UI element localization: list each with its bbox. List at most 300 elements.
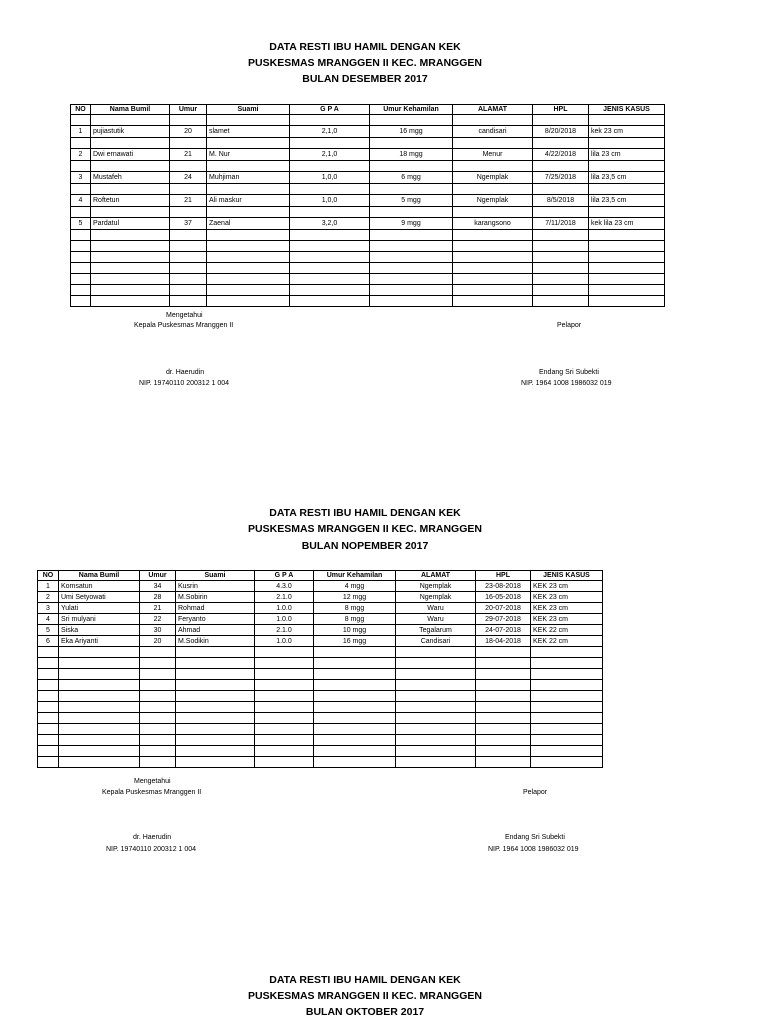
table-row (71, 195, 665, 207)
table-cell-hpl: 8/20/2018 (533, 126, 589, 138)
table-cell-umur (170, 207, 207, 218)
report-2-mengetahui: Mengetahui (134, 778, 171, 785)
table-header-row (71, 105, 665, 115)
table-cell-jenis-kasus: kek 23 cm (589, 126, 665, 138)
table-cell-gpa (255, 691, 314, 702)
table-row (71, 126, 665, 138)
table-cell-gpa (290, 115, 370, 126)
table-cell-jenis-kasus (589, 274, 665, 285)
table-cell-jenis-kasus: KEK 23 cm (531, 592, 603, 603)
table-cell-nama-bumil: Yulati (59, 603, 140, 614)
table-cell-alamat: Ngemplak (396, 581, 476, 592)
empty-row (71, 241, 665, 252)
empty-row (38, 724, 603, 735)
table-cell-umur-kehamilan (314, 658, 396, 669)
table-cell-nama-bumil (59, 680, 140, 691)
table-cell-alamat (453, 115, 533, 126)
table-cell-alamat: Ngemplak (396, 592, 476, 603)
table-cell-suami: Feryanto (176, 614, 255, 625)
table-cell-alamat (453, 207, 533, 218)
report-2-reporter-nip: NIP. 1964 1008 1986032 019 (488, 846, 579, 853)
table-cell-no (38, 713, 59, 724)
table-cell-umur-kehamilan: 9 mgg (370, 218, 453, 230)
report-1-title-line-1: DATA RESTI IBU HAMIL DENGAN KEK (269, 41, 461, 53)
table-cell-umur-kehamilan: 6 mgg (370, 172, 453, 184)
table-cell-gpa: 1.0.0 (255, 614, 314, 625)
table-cell-hpl (533, 241, 589, 252)
empty-row (38, 647, 603, 658)
table-cell-umur-kehamilan: 16 mgg (314, 636, 396, 647)
table-cell-no (38, 669, 59, 680)
table-cell-nama-bumil (59, 746, 140, 757)
table-cell-umur (140, 669, 176, 680)
report-2-pelapor-label: Pelapor (523, 789, 548, 796)
table-cell-jenis-kasus (589, 115, 665, 126)
table-cell-hpl: 7/25/2018 (533, 172, 589, 184)
table-cell-jenis-kasus (531, 713, 603, 724)
report-2-reporter-name: Endang Sri Subekti (505, 834, 565, 841)
table-cell-nama-bumil: Komsatun (59, 581, 140, 592)
table-cell-umur-kehamilan: 12 mgg (314, 592, 396, 603)
table-cell-jenis-kasus (589, 161, 665, 172)
table-cell-suami (207, 296, 290, 307)
table-cell-jenis-kasus (589, 285, 665, 296)
table-cell-umur (170, 138, 207, 149)
table-cell-no (38, 746, 59, 757)
table-cell-suami: M. Nur (207, 149, 290, 161)
table-cell-nama-bumil (91, 296, 170, 307)
table-cell-umur (140, 658, 176, 669)
table-cell-no (38, 647, 59, 658)
table-cell-nama-bumil (59, 724, 140, 735)
table-cell-no: 5 (71, 218, 91, 230)
table-cell-umur-kehamilan: 5 mgg (370, 195, 453, 207)
table-cell-suami: Ali maskur (207, 195, 290, 207)
table-cell-suami (176, 658, 255, 669)
table-cell-alamat (396, 713, 476, 724)
table-cell-umur: 21 (170, 149, 207, 161)
table-cell-jenis-kasus (589, 207, 665, 218)
column-header-umur-kehamilan: Umur Kehamilan (370, 105, 453, 115)
column-header-alamat: ALAMAT (453, 105, 533, 115)
table-cell-no: 6 (38, 636, 59, 647)
table-cell-umur-kehamilan (370, 184, 453, 195)
report-1-reporter-nip: NIP. 1964 1008 1986032 019 (521, 380, 612, 387)
table-cell-no (71, 115, 91, 126)
table-cell-jenis-kasus (589, 296, 665, 307)
table-cell-no (38, 680, 59, 691)
empty-row (71, 115, 665, 126)
table-cell-nama-bumil: Mustafeh (91, 172, 170, 184)
table-cell-no (71, 207, 91, 218)
table-cell-jenis-kasus (531, 724, 603, 735)
empty-row (38, 658, 603, 669)
column-header-suami: Suami (207, 105, 290, 115)
table-cell-no (38, 702, 59, 713)
table-cell-umur-kehamilan (370, 285, 453, 296)
report-1-table (70, 104, 665, 307)
table-cell-alamat: Menur (453, 149, 533, 161)
table-cell-nama-bumil (59, 757, 140, 768)
table-cell-umur-kehamilan (314, 757, 396, 768)
report-2-table (37, 570, 603, 768)
column-header-alamat: ALAMAT (396, 571, 476, 581)
table-cell-alamat: karangsono (453, 218, 533, 230)
table-row (71, 149, 665, 161)
table-cell-suami (207, 115, 290, 126)
table-row (38, 614, 603, 625)
table-cell-alamat: candisari (453, 126, 533, 138)
table-cell-alamat: Candisari (396, 636, 476, 647)
table-cell-umur-kehamilan: 8 mgg (314, 614, 396, 625)
table-row (38, 603, 603, 614)
report-1-doctor-name: dr. Haerudin (166, 369, 205, 376)
table-cell-alamat (396, 702, 476, 713)
table-cell-gpa (290, 252, 370, 263)
table-cell-hpl: 24-07-2018 (476, 625, 531, 636)
table-cell-jenis-kasus (589, 263, 665, 274)
table-cell-jenis-kasus (589, 184, 665, 195)
table-cell-alamat (453, 252, 533, 263)
table-cell-hpl (476, 735, 531, 746)
table-cell-gpa (255, 746, 314, 757)
table-cell-nama-bumil: Siska (59, 625, 140, 636)
report-1-pelapor-label: Pelapor (557, 322, 582, 329)
report-2-doctor-name: dr. Haerudin (133, 834, 172, 841)
table-cell-umur-kehamilan (314, 746, 396, 757)
table-cell-umur (140, 680, 176, 691)
table-cell-nama-bumil (91, 207, 170, 218)
table-cell-umur (140, 735, 176, 746)
table-cell-jenis-kasus (531, 757, 603, 768)
table-cell-alamat (396, 735, 476, 746)
table-cell-umur (140, 757, 176, 768)
column-header-gpa: G P A (255, 571, 314, 581)
table-cell-jenis-kasus (531, 702, 603, 713)
report-1-kepala-title: Kepala Puskesmas Mranggen II (134, 322, 234, 329)
table-cell-umur-kehamilan (314, 735, 396, 746)
table-cell-hpl (533, 161, 589, 172)
table-cell-umur: 22 (140, 614, 176, 625)
table-cell-alamat (453, 263, 533, 274)
table-cell-no (71, 296, 91, 307)
table-cell-gpa (255, 658, 314, 669)
table-cell-alamat (453, 274, 533, 285)
column-header-umur: Umur (170, 105, 207, 115)
table-cell-umur-kehamilan (370, 207, 453, 218)
table-cell-jenis-kasus (531, 669, 603, 680)
column-header-umur: Umur (140, 571, 176, 581)
report-2-doctor-nip: NIP. 19740110 200312 1 004 (106, 846, 197, 853)
table-cell-gpa (255, 713, 314, 724)
table-cell-umur: 20 (170, 126, 207, 138)
table-cell-suami: slamet (207, 126, 290, 138)
table-cell-jenis-kasus: KEK 23 cm (531, 614, 603, 625)
table-cell-alamat (396, 746, 476, 757)
table-cell-umur-kehamilan (370, 274, 453, 285)
report-2-kepala-title: Kepala Puskesmas Mranggen II (102, 789, 202, 796)
table-cell-umur-kehamilan (314, 680, 396, 691)
table-cell-umur-kehamilan (370, 296, 453, 307)
table-cell-suami (176, 746, 255, 757)
table-row (38, 636, 603, 647)
table-cell-gpa (290, 274, 370, 285)
table-cell-umur-kehamilan (314, 713, 396, 724)
table-cell-umur-kehamilan (314, 669, 396, 680)
table-cell-suami: M.Sobirin (176, 592, 255, 603)
table-cell-hpl (476, 658, 531, 669)
report-1-mengetahui: Mengetahui (166, 312, 203, 319)
table-cell-gpa: 1,0,0 (290, 195, 370, 207)
table-cell-nama-bumil: Roftetun (91, 195, 170, 207)
table-cell-no: 1 (38, 581, 59, 592)
empty-row (71, 161, 665, 172)
table-cell-no (71, 241, 91, 252)
column-header-umur-kehamilan: Umur Kehamilan (314, 571, 396, 581)
table-cell-umur: 37 (170, 218, 207, 230)
table-cell-gpa (290, 241, 370, 252)
table-cell-hpl (533, 138, 589, 149)
table-cell-jenis-kasus (589, 241, 665, 252)
column-header-nama-bumil: Nama Bumil (91, 105, 170, 115)
table-cell-gpa (255, 647, 314, 658)
table-cell-gpa (255, 680, 314, 691)
table-cell-umur: 21 (170, 195, 207, 207)
empty-row (71, 285, 665, 296)
empty-row (71, 263, 665, 274)
table-cell-nama-bumil (59, 691, 140, 702)
table-cell-suami (176, 669, 255, 680)
table-cell-umur (170, 285, 207, 296)
table-cell-gpa: 2.1.0 (255, 625, 314, 636)
table-cell-umur (170, 263, 207, 274)
table-cell-hpl (476, 680, 531, 691)
table-cell-umur (170, 241, 207, 252)
table-cell-suami (176, 735, 255, 746)
table-cell-umur-kehamilan (370, 138, 453, 149)
table-cell-alamat (453, 296, 533, 307)
table-cell-umur-kehamilan (370, 161, 453, 172)
table-row (38, 581, 603, 592)
table-cell-jenis-kasus (589, 138, 665, 149)
table-cell-umur (140, 691, 176, 702)
table-cell-gpa: 2.1.0 (255, 592, 314, 603)
table-cell-umur-kehamilan: 16 mgg (370, 126, 453, 138)
table-cell-no: 1 (71, 126, 91, 138)
table-cell-alamat (396, 680, 476, 691)
table-cell-hpl (533, 252, 589, 263)
table-cell-no (38, 757, 59, 768)
table-cell-umur: 24 (170, 172, 207, 184)
report-2-title-line-2: PUSKESMAS MRANGGEN II KEC. MRANGGEN (248, 523, 482, 535)
table-cell-nama-bumil (59, 735, 140, 746)
table-cell-umur (140, 702, 176, 713)
table-cell-hpl: 18-04-2018 (476, 636, 531, 647)
table-cell-umur-kehamilan (370, 252, 453, 263)
table-cell-umur-kehamilan: 10 mgg (314, 625, 396, 636)
report-2-title-line-1: DATA RESTI IBU HAMIL DENGAN KEK (269, 507, 461, 519)
table-cell-suami (207, 230, 290, 241)
table-cell-nama-bumil (59, 658, 140, 669)
table-cell-no (71, 252, 91, 263)
table-cell-suami (207, 184, 290, 195)
empty-row (38, 669, 603, 680)
table-cell-nama-bumil (91, 230, 170, 241)
table-cell-suami: Kusrin (176, 581, 255, 592)
column-header-hpl: HPL (476, 571, 531, 581)
table-cell-umur (170, 184, 207, 195)
table-cell-hpl (476, 691, 531, 702)
table-cell-jenis-kasus (531, 680, 603, 691)
table-cell-alamat (453, 241, 533, 252)
table-cell-jenis-kasus (589, 252, 665, 263)
table-cell-suami (176, 702, 255, 713)
table-cell-umur (140, 647, 176, 658)
table-cell-nama-bumil (59, 647, 140, 658)
table-cell-hpl (476, 746, 531, 757)
table-cell-jenis-kasus (531, 735, 603, 746)
table-cell-umur-kehamilan (314, 702, 396, 713)
table-cell-nama-bumil (59, 713, 140, 724)
table-cell-hpl: 20-07-2018 (476, 603, 531, 614)
empty-row (71, 207, 665, 218)
table-cell-alamat: Waru (396, 614, 476, 625)
column-header-gpa: G P A (290, 105, 370, 115)
table-cell-umur (140, 746, 176, 757)
empty-row (38, 702, 603, 713)
table-cell-jenis-kasus: KEK 22 cm (531, 625, 603, 636)
report-3-title-line-3: BULAN OKTOBER 2017 (305, 1006, 425, 1018)
table-cell-nama-bumil: pujiastutik (91, 126, 170, 138)
table-cell-nama-bumil (91, 241, 170, 252)
table-cell-gpa: 2,1,0 (290, 126, 370, 138)
table-cell-alamat (396, 647, 476, 658)
table-cell-gpa (290, 230, 370, 241)
table-cell-suami (176, 691, 255, 702)
table-cell-umur: 28 (140, 592, 176, 603)
table-cell-nama-bumil (91, 252, 170, 263)
table-cell-gpa (290, 207, 370, 218)
table-cell-suami (207, 263, 290, 274)
table-cell-no: 3 (38, 603, 59, 614)
report-3-title-line-1: DATA RESTI IBU HAMIL DENGAN KEK (269, 974, 461, 986)
table-cell-umur-kehamilan (370, 230, 453, 241)
column-header-suami: Suami (176, 571, 255, 581)
table-cell-alamat: Waru (396, 603, 476, 614)
table-cell-suami (176, 680, 255, 691)
table-cell-gpa (255, 735, 314, 746)
table-cell-nama-bumil (91, 285, 170, 296)
table-cell-umur-kehamilan: 4 mgg (314, 581, 396, 592)
table-cell-alamat (396, 669, 476, 680)
table-cell-gpa: 1.0.0 (255, 636, 314, 647)
table-cell-jenis-kasus: KEK 23 cm (531, 603, 603, 614)
column-header-nama-bumil: Nama Bumil (59, 571, 140, 581)
table-cell-jenis-kasus: kek lila 23 cm (589, 218, 665, 230)
table-cell-gpa: 4.3.0 (255, 581, 314, 592)
table-cell-gpa (255, 702, 314, 713)
table-cell-umur (170, 296, 207, 307)
table-cell-hpl (533, 115, 589, 126)
table-cell-alamat (396, 691, 476, 702)
table-cell-nama-bumil (91, 184, 170, 195)
table-cell-no (71, 230, 91, 241)
table-cell-jenis-kasus (589, 230, 665, 241)
table-cell-jenis-kasus: lila 23,5 cm (589, 195, 665, 207)
column-header-jenis-kasus: JENIS KASUS (531, 571, 603, 581)
table-cell-gpa: 1.0.0 (255, 603, 314, 614)
empty-row (38, 691, 603, 702)
table-row (38, 625, 603, 636)
table-cell-suami (176, 713, 255, 724)
table-cell-no: 2 (38, 592, 59, 603)
report-1-title-line-2: PUSKESMAS MRANGGEN II KEC. MRANGGEN (248, 57, 482, 69)
table-cell-umur (140, 713, 176, 724)
table-cell-alamat (453, 285, 533, 296)
table-cell-no: 3 (71, 172, 91, 184)
table-cell-hpl (476, 724, 531, 735)
table-cell-suami (176, 724, 255, 735)
table-cell-alamat (453, 161, 533, 172)
table-cell-nama-bumil (91, 263, 170, 274)
table-cell-hpl: 8/5/2018 (533, 195, 589, 207)
table-cell-suami (207, 161, 290, 172)
table-cell-nama-bumil: Dwi ernawati (91, 149, 170, 161)
table-cell-no (71, 184, 91, 195)
empty-row (71, 184, 665, 195)
table-header-row (38, 571, 603, 581)
table-cell-alamat: Ngemplak (453, 195, 533, 207)
table-cell-jenis-kasus: KEK 22 cm (531, 636, 603, 647)
table-cell-jenis-kasus (531, 647, 603, 658)
table-cell-umur-kehamilan (370, 115, 453, 126)
table-cell-gpa: 3,2,0 (290, 218, 370, 230)
table-cell-hpl: 29-07-2018 (476, 614, 531, 625)
table-row (38, 592, 603, 603)
empty-row (71, 138, 665, 149)
table-cell-hpl (476, 702, 531, 713)
table-cell-umur: 30 (140, 625, 176, 636)
table-cell-alamat (396, 757, 476, 768)
table-cell-hpl (533, 285, 589, 296)
table-cell-nama-bumil (59, 669, 140, 680)
table-cell-suami (207, 252, 290, 263)
table-cell-suami: Rohmad (176, 603, 255, 614)
table-cell-suami (176, 757, 255, 768)
table-row (71, 172, 665, 184)
table-cell-jenis-kasus (531, 691, 603, 702)
table-cell-no (71, 285, 91, 296)
table-cell-alamat (453, 184, 533, 195)
table-cell-alamat (453, 230, 533, 241)
table-cell-suami: Ahmad (176, 625, 255, 636)
table-cell-no: 5 (38, 625, 59, 636)
table-cell-nama-bumil: Umi Setyowati (59, 592, 140, 603)
table-cell-no (71, 274, 91, 285)
table-cell-umur (170, 252, 207, 263)
table-cell-jenis-kasus (531, 746, 603, 757)
table-cell-umur-kehamilan: 18 mgg (370, 149, 453, 161)
table-cell-nama-bumil (91, 115, 170, 126)
table-cell-suami: Zaenal (207, 218, 290, 230)
table-cell-no: 4 (38, 614, 59, 625)
table-cell-hpl (476, 669, 531, 680)
empty-row (38, 713, 603, 724)
table-cell-alamat (453, 138, 533, 149)
table-cell-hpl (533, 274, 589, 285)
column-header-no: NO (38, 571, 59, 581)
table-cell-hpl (476, 713, 531, 724)
